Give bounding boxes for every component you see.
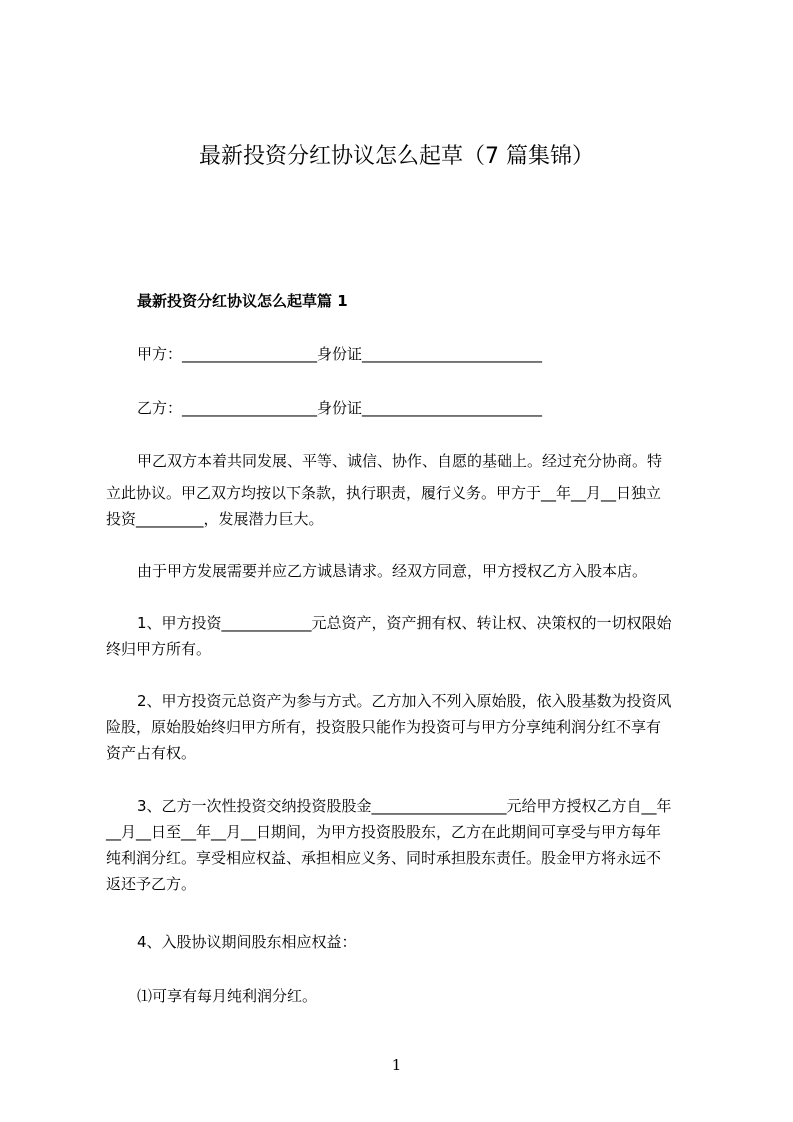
clause-2-line: 2、甲方投资元总资产为参与方式。乙方加入不列入原始股，依入股基数为投资风 (137, 692, 672, 710)
clause-1-line: 1、甲方投资____________元总资产，资产拥有权、转让权、决策权的一切权限始 (137, 614, 672, 632)
clause-4-item-1: ⑴可享有每月纯利润分红。 (137, 987, 318, 1005)
paragraph-line: 甲乙双方本着共同发展、平等、诚信、协作、自愿的基础上。经过充分协商。特 (137, 452, 663, 470)
clause-3-line: 返还予乙方。 (106, 875, 197, 893)
clause-2-line: 资产占有权。 (106, 744, 197, 762)
clause-3-line: 3、乙方一次性投资交纳投资股股金__________________元给甲方授权乙方自__年 (137, 797, 672, 815)
party-a-line: 甲方：__________________身份证________________________ (137, 345, 543, 363)
clause-3-line: __月__日至__年__月__日期间，为甲方投资股股东，乙方在此期间可享受与甲方每年 (106, 823, 662, 841)
paragraph-line: 投资_________，发展潜力巨大。 (106, 510, 324, 528)
party-b-line: 乙方：__________________身份证________________________ (137, 399, 543, 417)
page-number: 1 (391, 1056, 402, 1074)
clause-4-heading: 4、入股协议期间股东相应权益： (137, 933, 357, 951)
document-title: 最新投资分红协议怎么起草（7 篇集锦） (199, 144, 594, 169)
clause-1-line: 终归甲方所有。 (106, 640, 212, 658)
paragraph-line: 由于甲方发展需要并应乙方诚恳请求。经双方同意，甲方授权乙方入股本店。 (137, 562, 648, 580)
paragraph-line: 立此协议。甲乙双方均按以下条款，执行职责，履行义务。甲方于__年__月__日独立 (106, 484, 662, 502)
clause-3-line: 纯利润分红。享受相应权益、承担相应义务、同时承担股东责任。股金甲方将永远不 (106, 849, 662, 867)
clause-2-line: 险股，原始股始终归甲方所有，投资股只能作为投资可与甲方分享纯利润分红不享有 (106, 718, 662, 736)
section-heading: 最新投资分红协议怎么起草篇 1 (137, 292, 348, 310)
